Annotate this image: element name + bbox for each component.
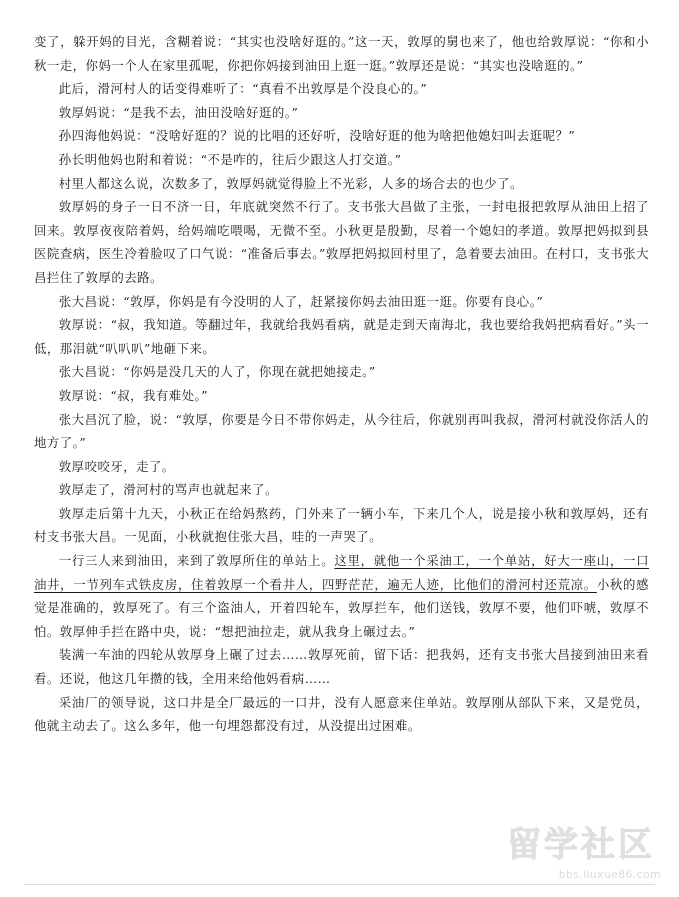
paragraph-17: 装满一车油的四轮从敦厚身上碾了过去……敦厚死前，留下话：把我妈，还有支书张大昌接到油田来看看。还说，他这几年攒的钱，全用来给他妈看病…… <box>34 647 649 687</box>
watermark-url: bbs.liuxue86.com <box>558 868 661 881</box>
paragraph-15: 敦厚走后第十九天，小秋正在给妈熬药，门外来了一辆小车，下来几个人，说是接小秋和敦厚妈，还有村支书张大昌。一见面，小秋就抱住张大昌，哇的一声哭了。 <box>34 505 649 545</box>
paragraph-12: 张大昌沉了脸，说：“敦厚，你要是今日不带你妈走，从今往后，你就别再叫我叔，滑河村就没你活人的地方了。” <box>34 411 649 451</box>
paragraph-9: 敦厚说：“叔，我知道。等翻过年，我就给我妈看病，就是走到天南海北，我也要给我妈把病看好。”头一低，那泪就“叭叭叭”地砸下来。 <box>34 317 649 356</box>
paragraph-4: 孙四海他妈说：“没啥好逛的？说的比唱的还好听，没啥好逛的他为啥把他媳妇叫去逛呢？” <box>58 128 576 144</box>
paragraph-7: 敦厚妈的身子一日不济一日，年底就突然不行了。支书张大昌做了主张，一封电报把敦厚从油田上招了回来。敦厚夜夜陪着妈，给妈端吃喂喝，无微不至。小秋更是殷勤，尽着一个媳妇的孝道。敦厚把妈拟到县医院查病，医生冷着脸叹了口气说：“准备后事去。”敦厚把妈拟回村里了，急着要去油田。在村口，支书张大昌拦住了敦厚的去路。 <box>34 199 649 285</box>
paragraph-16-rest: 小秋的感觉是准确的，敦厚死了。有三个盗油人，开着四轮车，敦厚拦车，他们送钱，敦厚不要，他们吓唬，敦厚不怕。敦厚伸手拦在路中央，说：“想把油拉走，就从我身上碾过去。” <box>34 576 650 639</box>
paragraph-13: 敦厚咬咬牙，走了。 <box>58 458 175 474</box>
paragraph-2: 此后，滑河村人的话变得难听了：“真看不出敦厚是个没良心的。” <box>58 81 428 97</box>
watermark-logo: 留学社区 <box>507 825 655 865</box>
paragraph-11: 敦厚说：“叔，我有难处。” <box>58 387 209 403</box>
footer-divider <box>24 884 655 885</box>
paragraph-6: 村里人都这么说，次数多了，敦厚妈就觉得脸上不光彩，人多的场合去的也少了。 <box>58 175 523 191</box>
paragraph-8: 张大昌说：“敦厚，你妈是有今没明的人了，赶紧接你妈去油田逛一逛。你要有良心。” <box>58 293 544 309</box>
paragraph-16-intro: 一行三人来到油田，来到了敦厚所住的单站上。 <box>58 553 335 569</box>
paragraph-14: 敦厚走了，滑河村的骂声也就起来了。 <box>58 482 278 498</box>
paragraph-3: 敦厚妈说：“是我不去，油田没啥好逛的。” <box>58 104 299 120</box>
paragraph-18: 采油厂的领导说，这口井是全厂最远的一口井，没有人愿意来住单站。敦厚刚从部队下来，又是党员，他就主动去了。这么多年，他一句埋怨都没有过，从没提出过困难。 <box>34 694 649 734</box>
site-watermark <box>503 817 661 881</box>
paragraph-5: 孙长明他妈也附和着说：“不是咋的，往后少跟这人打交道。” <box>58 151 402 167</box>
paragraph-1: 变了，躲开妈的目光，含糊着说：“其实也没啥好逛的。”这一天，敦厚的舅也来了，他也给敦厚说：“你和小秋一走，你妈一个人在家里孤呢，你把你妈接到油田上逛一逛。”敦厚还是说：“其实也没啥逛的。” <box>34 34 649 73</box>
underlined-passage: 这里，就他一个采油工，一个单站，好大一座山，一口油井，一节列车式铁皮房，住着敦厚一个看井人，四野茫茫，遍无人迹，比他们的滑河村还荒凉。 <box>34 553 650 592</box>
paragraph-10: 张大昌说：“你妈是没几天的人了，你现在就把她接走。” <box>58 364 376 380</box>
paragraph-16 <box>34 549 649 643</box>
